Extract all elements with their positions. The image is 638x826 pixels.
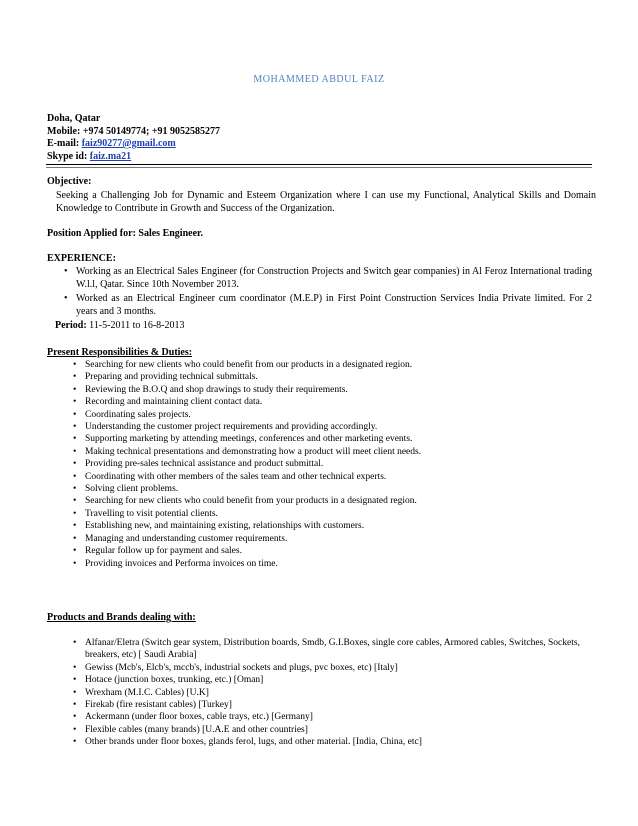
list-item: • Providing pre-sales technical assistance and product submittal. xyxy=(73,459,324,470)
period-label: Period: xyxy=(55,320,87,331)
list-item: • Ackermann (under floor boxes, cable trays, etc.) [Germany] xyxy=(73,712,313,723)
experience-heading: EXPERIENCE: xyxy=(47,253,116,264)
bullet-icon: • xyxy=(73,712,77,723)
contact-block xyxy=(47,113,220,163)
list-item: • Working as an Electrical Sales Engineer (for Construction Projects and Switch gear companies) in Al Feroz International trading W.l.l, Qatar. Since 10th November 2013. xyxy=(64,266,592,290)
list-item: • Firekab (fire resistant cables) [Turkey] xyxy=(73,700,232,711)
position-applied: Position Applied for: Sales Engineer. xyxy=(47,228,204,239)
list-item: • Regular follow up for payment and sales. xyxy=(73,546,242,557)
list-item: • Travelling to visit potential clients. xyxy=(73,508,218,519)
divider xyxy=(46,164,592,165)
list-item: • Recording and maintaining client contact data. xyxy=(73,397,263,408)
bullet-icon: • xyxy=(73,558,77,569)
bullet-icon: • xyxy=(73,546,77,557)
list-item: • Coordinating sales projects. xyxy=(73,409,191,420)
bullet-icon: • xyxy=(73,484,77,495)
list-item: • Making technical presentations and demonstrating how a product will meet client needs. xyxy=(73,446,422,457)
list-item: • Preparing and providing technical submittals. xyxy=(73,372,258,383)
email-link[interactable]: faiz90277@gmail.com xyxy=(81,138,176,149)
list-item: • Hotace (junction boxes, trunking, etc.) [Oman] xyxy=(73,675,264,686)
bullet-icon: • xyxy=(73,521,77,532)
bullet-icon: • xyxy=(73,533,77,544)
bullet-icon: • xyxy=(73,384,77,395)
list-item: • Managing and understanding customer requirements. xyxy=(73,533,288,544)
bullet-icon: • xyxy=(73,724,77,735)
period-line xyxy=(55,320,185,333)
products-list xyxy=(73,637,600,749)
bullet-icon: • xyxy=(64,293,68,304)
divider xyxy=(46,167,592,168)
bullet-icon: • xyxy=(73,446,77,457)
period-value: 11-5-2011 to 16-8-2013 xyxy=(86,320,185,331)
bullet-icon: • xyxy=(73,700,77,711)
objective-heading: Objective: xyxy=(47,176,92,187)
location: Doha, Qatar xyxy=(47,113,101,124)
list-item: • Establishing new, and maintaining existing, relationships with customers. xyxy=(73,521,365,532)
list-item: • Providing invoices and Performa invoices on time. xyxy=(73,558,278,569)
list-item: • Searching for new clients who could benefit from our products in a designated region. xyxy=(73,360,413,370)
responsibilities-heading: Present Responsibilities & Duties: xyxy=(47,347,193,358)
bullet-icon: • xyxy=(73,459,77,470)
email-line xyxy=(47,138,220,151)
list-item: • Supporting marketing by attending meetings, conferences and other marketing events. xyxy=(73,434,413,445)
list-item: • Reviewing the B.O.Q and shop drawings to study their requirements. xyxy=(73,384,348,395)
bullet-icon: • xyxy=(73,422,77,433)
list-item: • Other brands under floor boxes, glands ferol, lugs, and other material. [India, China, etc] xyxy=(73,737,422,748)
bullet-icon: • xyxy=(73,508,77,519)
list-item: • Coordinating with other members of the sales team and other technical experts. xyxy=(73,471,387,482)
bullet-icon: • xyxy=(73,471,77,482)
list-item: • Understanding the customer project requirements and providing accordingly. xyxy=(73,422,378,433)
mobile: Mobile: +974 50149774; +91 9052585277 xyxy=(47,125,221,137)
bullet-icon: • xyxy=(73,496,77,507)
list-item: • Wrexham (M.I.C. Cables) [U.K] xyxy=(73,687,209,698)
list-item: • Gewiss (Mcb's, Elcb's, mccb's, industrial sockets and plugs, pvc boxes, etc) [Italy] xyxy=(73,662,398,673)
bullet-icon: • xyxy=(64,266,68,277)
experience-list xyxy=(64,265,592,318)
bullet-icon: • xyxy=(73,434,77,445)
skype-line xyxy=(47,151,220,164)
bullet-icon: • xyxy=(73,737,77,748)
bullet-icon: • xyxy=(73,687,77,698)
email-label: E-mail: xyxy=(47,138,82,149)
list-item: • Searching for new clients who could benefit from your products in a designated region. xyxy=(73,496,417,507)
bullet-icon: • xyxy=(73,360,77,370)
bullet-icon: • xyxy=(73,662,77,673)
skype-link[interactable]: faiz.ma21 xyxy=(89,150,132,162)
bullet-icon: • xyxy=(73,638,77,648)
bullet-icon: • xyxy=(73,397,77,408)
skype-label: Skype id: xyxy=(47,150,90,162)
responsibilities-list xyxy=(73,359,605,570)
candidate-name: MOHAMMED ABDUL FAIZ xyxy=(253,74,385,85)
bullet-icon: • xyxy=(73,409,77,420)
list-item: • Flexible cables (many brands) [U.A.E and other countries] xyxy=(73,724,308,735)
products-heading: Products and Brands dealing with: xyxy=(47,612,196,623)
list-item: • Alfanar/Eletra (Switch gear system, Distribution boards, Smdb, G.I.Boxes, single core cables, Armored cables, Switches, Sockets, breakers, etc) [ Saudi Arabia] xyxy=(73,638,580,661)
list-item: • Worked as an Electrical Engineer cum coordinator (M.E.P) in First Point Construction Services India Private limited. For 2 years and 3 months. xyxy=(64,293,592,317)
bullet-icon: • xyxy=(73,675,77,686)
list-item: • Solving client problems. xyxy=(73,484,179,495)
objective-text: Seeking a Challenging Job for Dynamic and Esteem Organization where I can use my Functional, Analytical Skills and Domain Knowledge to Contribute in Growth and Success of the Organization. xyxy=(56,190,596,214)
bullet-icon: • xyxy=(73,372,77,383)
